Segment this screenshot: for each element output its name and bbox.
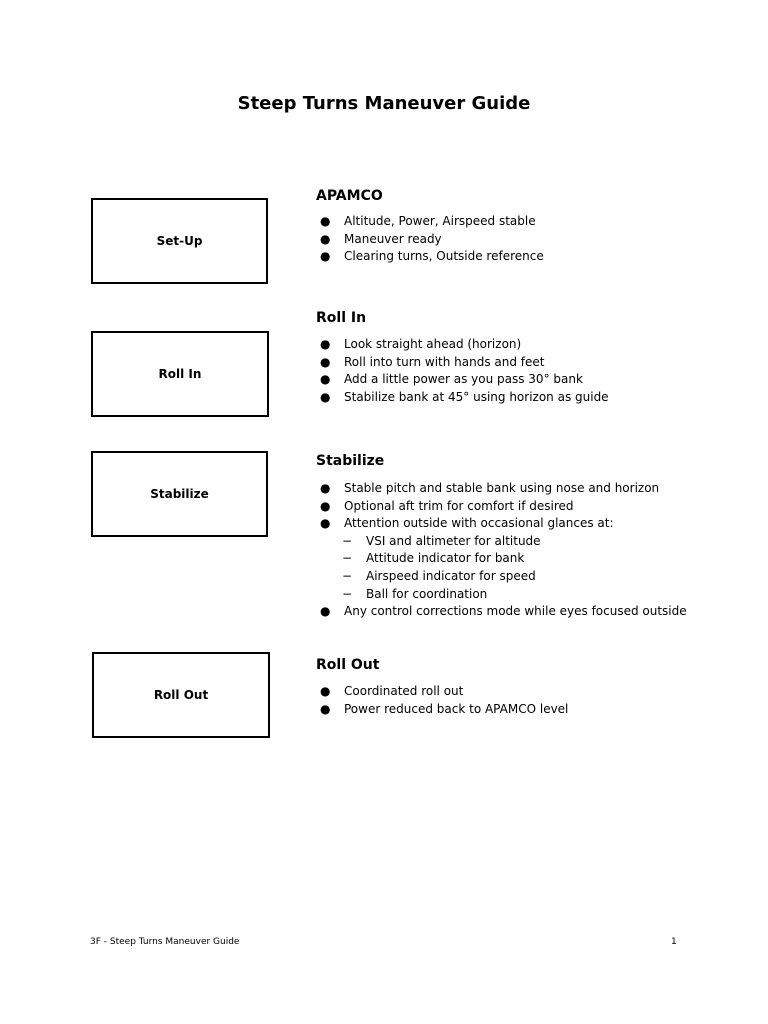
sub-list-item-text: Airspeed indicator for speed (366, 568, 536, 583)
bullet-marker: ● (320, 498, 331, 513)
bullet-marker: ● (320, 214, 331, 228)
bullet-marker: ● (320, 354, 331, 369)
bullet-marker: ● (320, 604, 331, 619)
list-item-text: Attention outside with occasional glances at: (344, 516, 614, 531)
sub-list-item-text: Ball for coordination (366, 586, 488, 601)
list-item-text: Any control corrections mode while eyes focused outside (344, 604, 687, 619)
dash-marker: − (342, 586, 353, 601)
list-item-text: Stable pitch and stable bank using nose and horizon (344, 481, 660, 495)
page-title: Steep Turns Maneuver Guide (237, 93, 531, 114)
list-item-text: Altitude, Power, Airspeed stable (344, 214, 536, 228)
list-item-text: Optional aft trim for comfort if desired (344, 498, 574, 513)
bullet-marker: ● (320, 516, 331, 531)
page-number: 1 (671, 937, 677, 947)
step-box-setup: Set-Up (91, 198, 268, 284)
section-heading-apamco: APAMCO (316, 188, 383, 204)
bullet-marker: ● (320, 684, 331, 698)
bullet-marker: ● (320, 249, 331, 264)
section-heading-stabilize: Stabilize (316, 453, 385, 469)
dash-marker: − (342, 568, 353, 583)
sub-list-item-text: VSI and altimeter for altitude (366, 533, 541, 548)
list-item-text: Roll into turn with hands and feet (344, 354, 545, 369)
bullet-marker: ● (320, 372, 331, 387)
bullet-marker: ● (320, 337, 331, 351)
dash-marker: − (342, 533, 353, 548)
footer-title: 3F - Steep Turns Maneuver Guide (90, 937, 240, 947)
bullet-marker: ● (320, 231, 331, 246)
list-item-text: Look straight ahead (horizon) (344, 337, 522, 351)
list-item-text: Stabilize bank at 45° using horizon as guide (344, 389, 609, 404)
dash-marker: − (342, 551, 353, 566)
list-item-text: Maneuver ready (344, 231, 442, 246)
section-heading-roll-out: Roll Out (316, 657, 380, 673)
list-item-text: Clearing turns, Outside reference (344, 249, 544, 264)
bullet-marker: ● (320, 389, 331, 404)
step-box-roll-in: Roll In (91, 331, 269, 417)
list-item-text: Power reduced back to APAMCO level (344, 701, 569, 716)
sub-list-item-text: Attitude indicator for bank (366, 551, 525, 566)
section-heading-roll-in: Roll In (316, 310, 367, 326)
bullet-marker: ● (320, 701, 331, 716)
list-item-text: Add a little power as you pass 30° bank (344, 372, 583, 387)
bullet-marker: ● (320, 481, 331, 495)
step-box-roll-out: Roll Out (92, 652, 270, 738)
step-box-stabilize: Stabilize (91, 451, 268, 537)
list-item-text: Coordinated roll out (344, 684, 464, 698)
